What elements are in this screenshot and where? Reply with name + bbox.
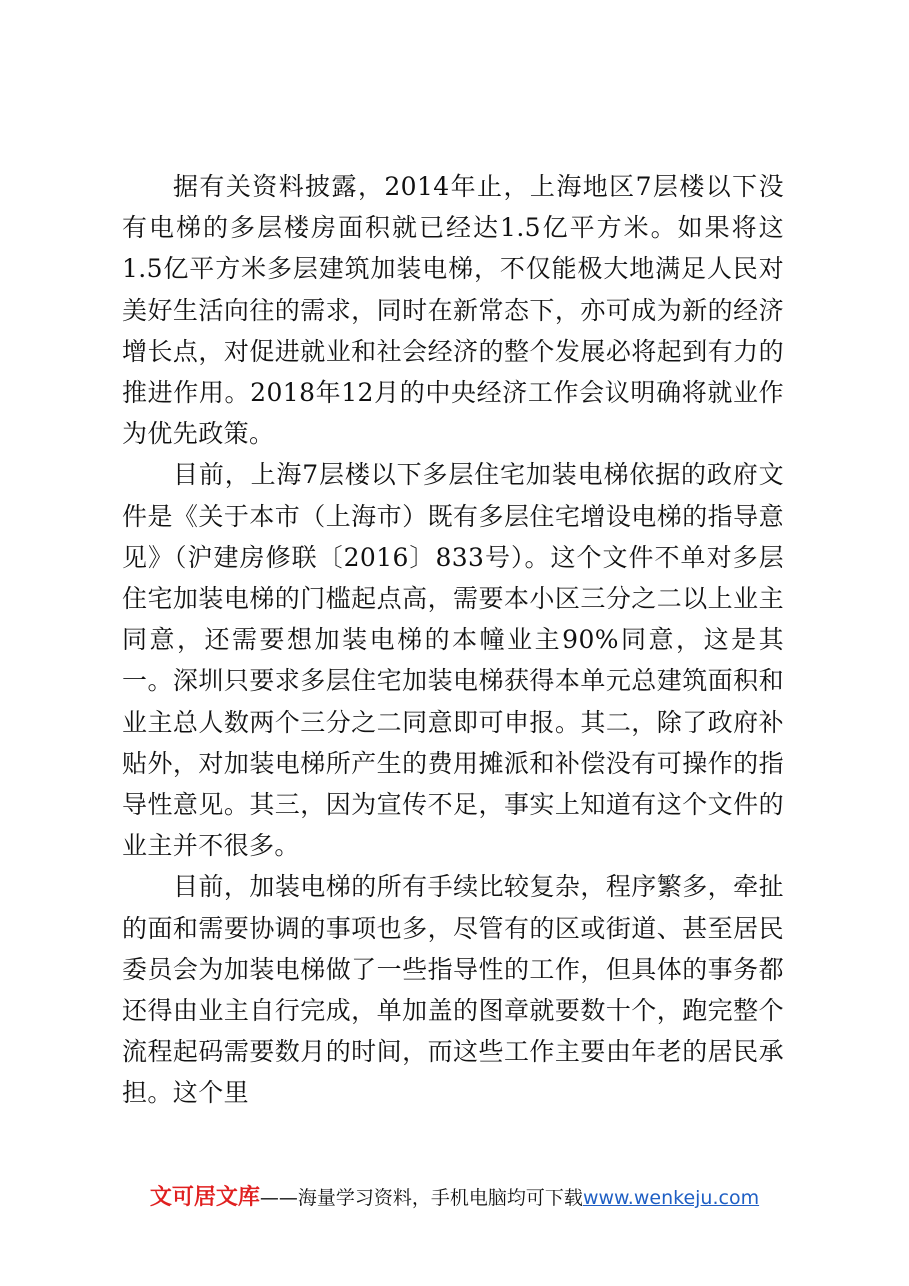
page-footer bbox=[0, 1180, 909, 1211]
paragraph-1: 据有关资料披露，2014年止，上海地区7层楼以下没有电梯的多层楼房面积就已经达1.5亿平方米。如果将这1.5亿平方米多层建筑加装电梯，不仅能极大地满足人民对美好生活向往的需求，同时在新常态下，亦可成为新的经济增长点，对促进就业和社会经济的整个发展必将起到有力的推进作用。2018年12月的中央经济工作会议明确将就业作为优先政策。 bbox=[122, 172, 784, 449]
footer-tagline: ——海量学习资料，手机电脑均可下载 bbox=[259, 1187, 583, 1209]
paragraph-2: 目前，上海7层楼以下多层住宅加装电梯依据的政府文件是《关于本市（上海市）既有多层住宅增设电梯的指导意见》（沪建房修联〔2016〕833号）。这个文件不单对多层住宅加装电梯的门槛起点高，需要本小区三分之二以上业主同意，还需要想加装电梯的本幢业主90%同意，这是其一。深圳只要求多层住宅加装电梯获得本单元总建筑面积和业主总人数两个三分之二同意即可申报。其二，除了政府补贴外，对加装电梯所产生的费用摊派和补偿没有可操作的指导性意见。其三，因为宣传不足，事实上知道有这个文件的业主并不很多。 bbox=[122, 460, 784, 861]
document-body bbox=[122, 166, 784, 1114]
paragraph-3: 目前，加装电梯的所有手续比较复杂，程序繁多，牵扯的面和需要协调的事项也多，尽管有的区或街道、甚至居民委员会为加装电梯做了一些指导性的工作，但具体的事务都还得由业主自行完成，单加盖的图章就要数十个，跑完整个流程起码需要数月的时间，而这些工作主要由年老的居民承担。这个里 bbox=[122, 872, 784, 1108]
footer-site-link[interactable]: www.wenkeju.com bbox=[582, 1187, 760, 1209]
footer-brand: 文可居文库 bbox=[149, 1185, 260, 1210]
